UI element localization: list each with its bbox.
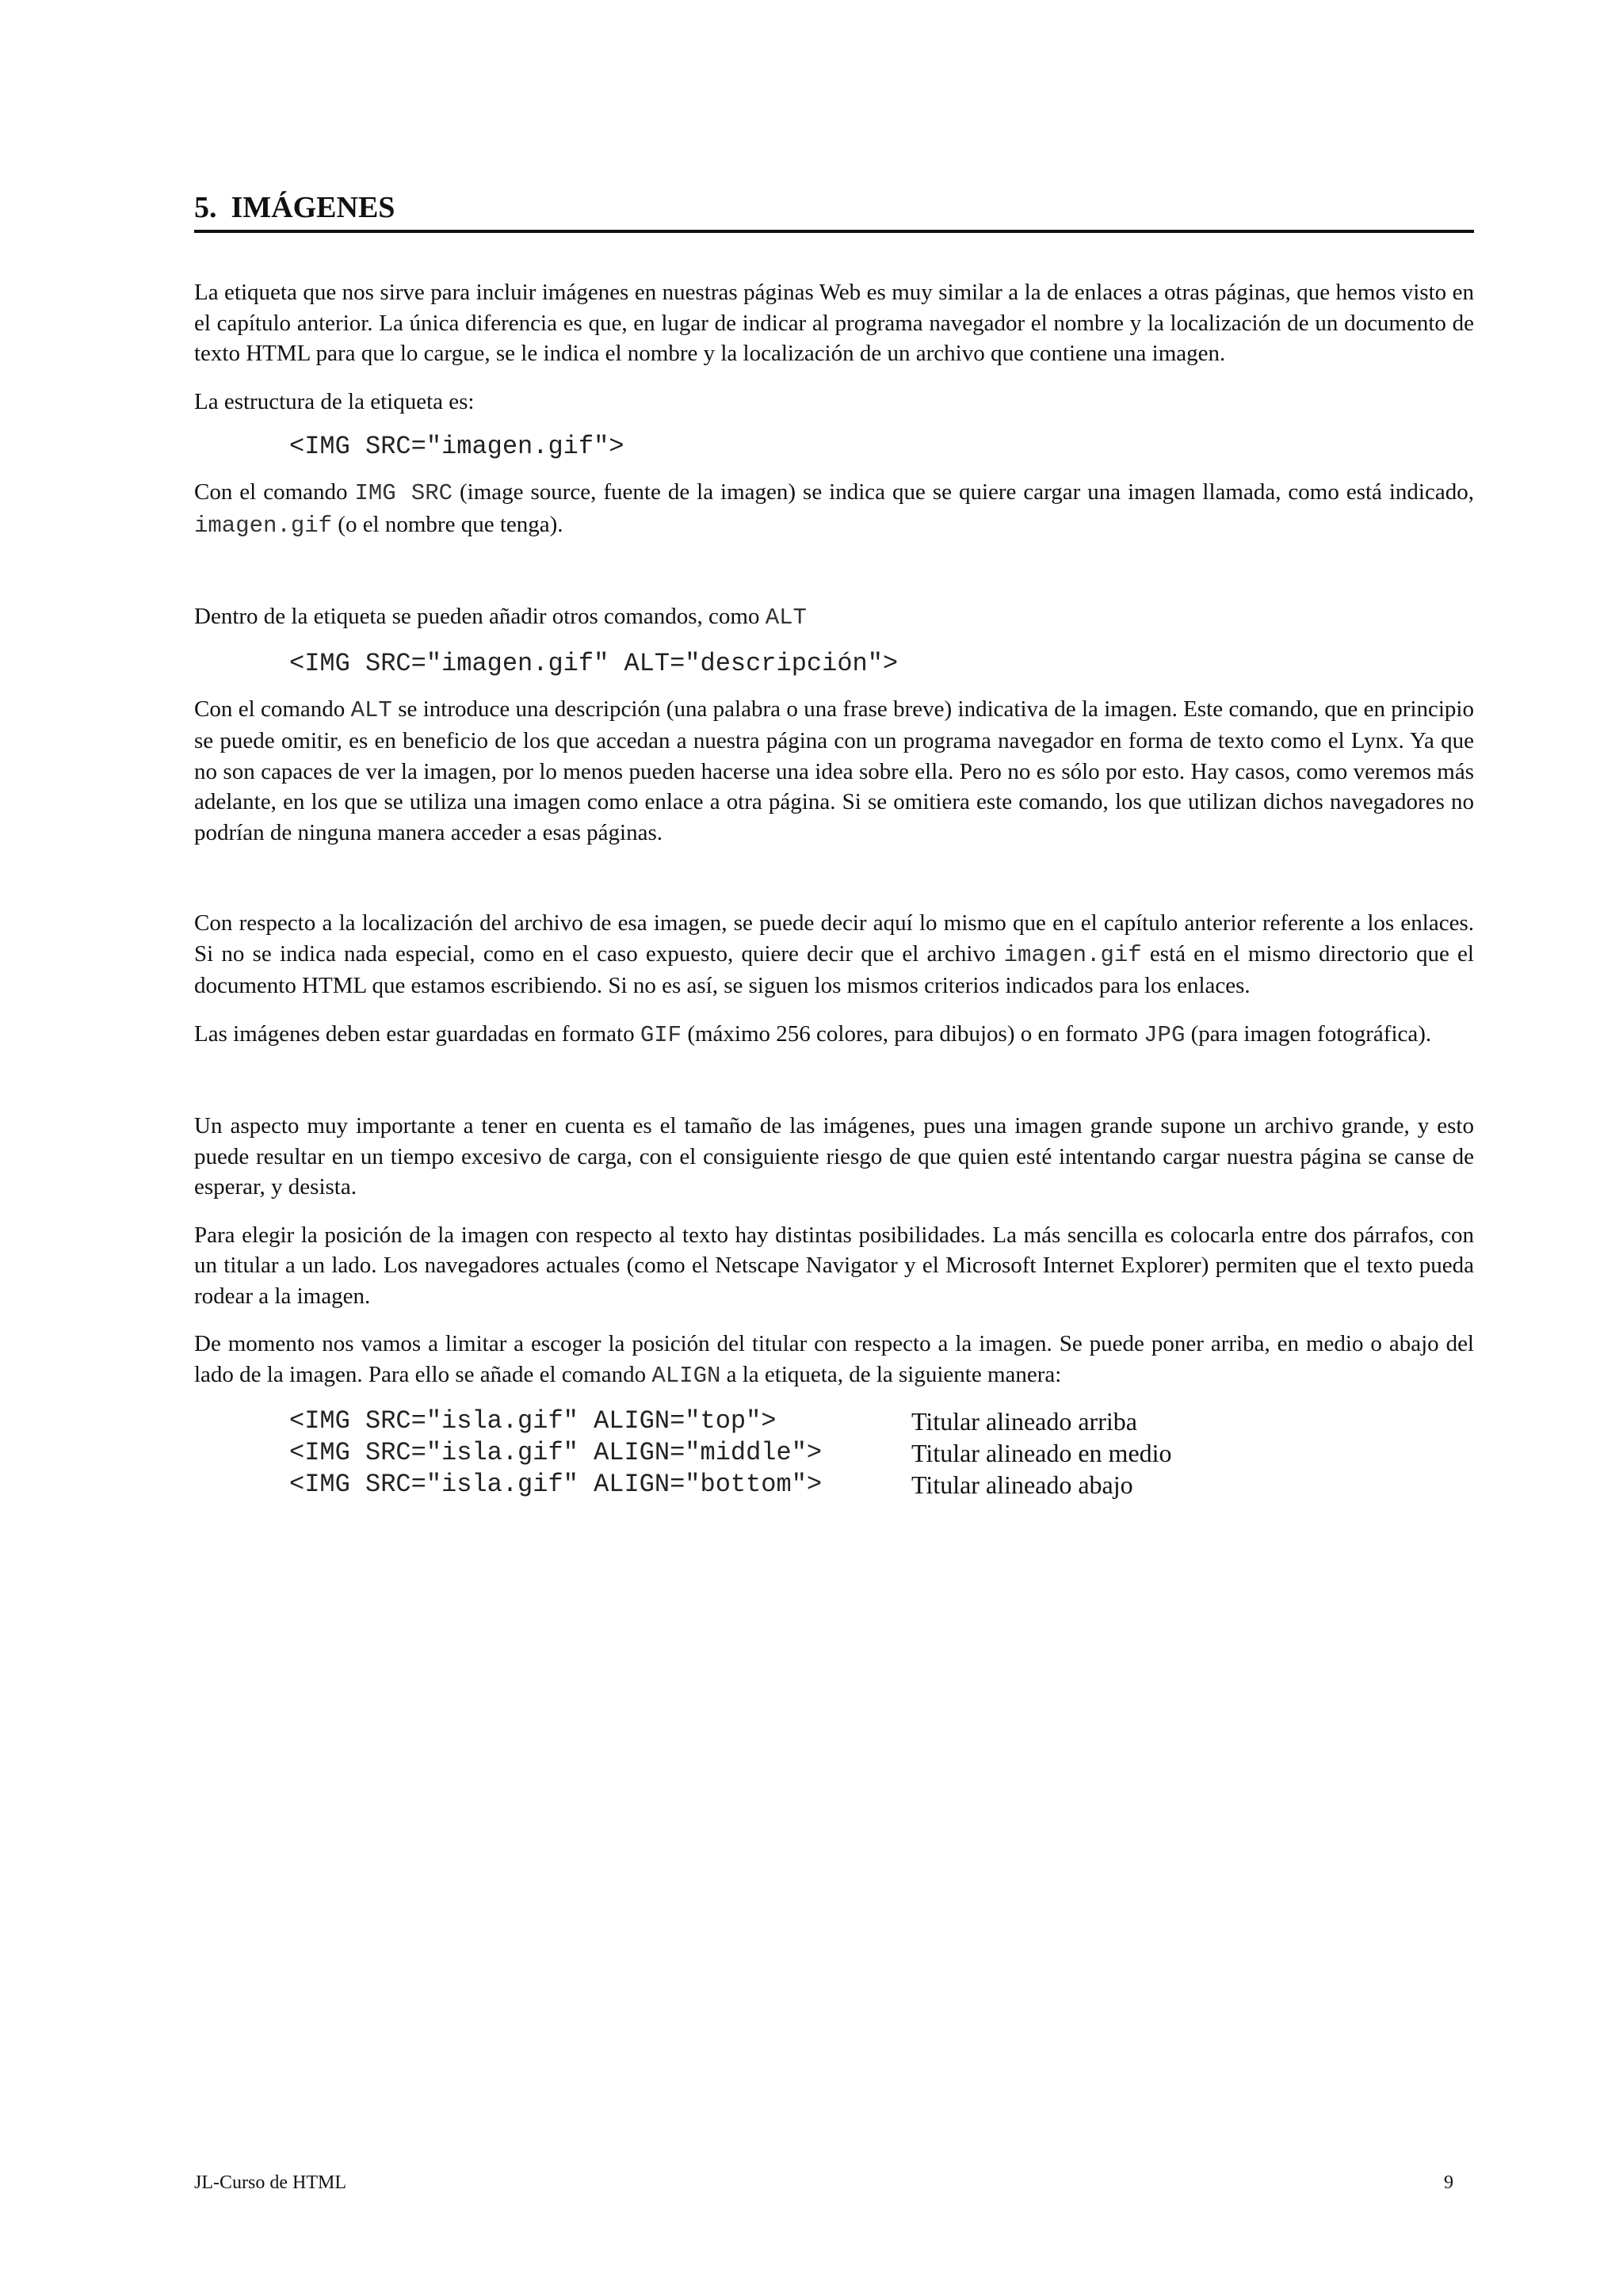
paragraph-formats: Las imágenes deben estar guardadas en formato GIF (máximo 256 colores, para dibujos) o en formato JPG (para imagen fotográfica). [194,1020,1432,1048]
align-example-desc: Titular alineado arriba [911,1407,1137,1436]
inline-code: imagen.gif [194,512,333,539]
align-example-code: <IMG SRC="isla.gif" ALIGN="middle"> [289,1438,823,1467]
align-example-desc: Titular alineado en medio [911,1439,1172,1467]
paragraph-alt-intro: Dentro de la etiqueta se pueden añadir otros comandos, como ALT [194,604,807,631]
paragraph-location: Con respecto a la localización del archivo de esa imagen, se puede decir aquí lo mismo que en el capítulo anterior referente a los enlaces. Si no se indica nada especial, como en el caso expuesto, quiere decir que el archivo imagen.gif está en el mismo directorio que el documento HTML que estamos escribiendo. Si no es así, se siguen los mismos criterios indicados para los enlaces. [194,910,1474,998]
align-example-code: <IMG SRC="isla.gif" ALIGN="bottom"> [289,1470,823,1499]
document-body [194,190,1474,1501]
paragraph-img-src: Con el comando IMG SRC (image source, fuente de la imagen) se indica que se quiere cargar una imagen llamada, como está indicado, imagen.gif (o el nombre que tenga). [194,479,1474,539]
inline-code: JPG [1144,1021,1186,1048]
align-example-row [289,1437,1474,1469]
section-heading [194,190,1474,233]
align-examples [289,1405,1474,1501]
section-title: IMÁGENES [231,191,395,224]
inline-code: ALIGN [651,1362,721,1389]
inline-code: ALT [765,605,807,631]
code-example-img: <IMG SRC="imagen.gif"> [289,432,624,461]
inline-code: GIF [640,1021,682,1048]
paragraph-size: Un aspecto muy importante a tener en cuenta es el tamaño de las imágenes, pues una imagen grande supone un archivo grande, y esto puede resultar en un tiempo excesivo de carga, con el consiguiente riesgo de que quien esté intentando cargar nuestra página se canse de esperar, y desista. [194,1113,1474,1199]
code-example-alt: <IMG SRC="imagen.gif" ALT="descripción"> [289,648,899,678]
section-number: 5. [194,191,217,224]
paragraph-alt: Con el comando ALT se introduce una descripción (una palabra o una frase breve) indicativa de la imagen. Este comando, que en principio se puede omitir, es en beneficio de los que accedan a nuestra página con un programa navegador en forma de texto como el Lynx. Ya que no son capaces de ver la imagen, por lo menos pueden hacerse una idea sobre ella. Pero no es sólo por esto. Hay casos, como veremos más adelante, en los que se utiliza una imagen como enlace a otra página. Si se omitiera este comando, los que utilizan dichos navegadores no podrían de ninguna manera acceder a esas páginas. [194,696,1474,845]
page-number: 9 [1444,2172,1453,2193]
paragraph-intro: La etiqueta que nos sirve para incluir imágenes en nuestras páginas Web es muy similar a la de enlaces a otras páginas, que hemos visto en el capítulo anterior. La única diferencia es que, en lugar de indicar al programa navegador el nombre y la localización de un documento de texto HTML para que lo cargue, se le indica el nombre y la localización de un archivo que contiene una imagen. [194,280,1474,366]
align-example-code: <IMG SRC="isla.gif" ALIGN="top"> [289,1406,777,1436]
inline-code: imagen.gif [1003,941,1142,968]
align-example-row [289,1405,1474,1437]
inline-code: ALT [350,696,392,723]
paragraph-position: Para elegir la posición de la imagen con respecto al texto hay distintas posibilidades. La más sencilla es colocarla entre dos párrafos, con un titular a un lado. Los navegadores actuales (como el Netscape Navigator y el Microsoft Internet Explorer) permiten que el texto pueda rodear a la imagen. [194,1222,1474,1309]
paragraph-structure: La estructura de la etiqueta es: [194,388,475,414]
align-example-desc: Titular alineado abajo [911,1470,1133,1499]
footer-title: JL-Curso de HTML [194,2172,346,2193]
align-example-row [289,1469,1474,1501]
inline-code: IMG SRC [354,480,453,506]
paragraph-align: De momento nos vamos a limitar a escoger la posición del titular con respecto a la imagen. Se puede poner arriba, en medio o abajo del lado de la imagen. Para ello se añade el comando ALIGN a la etiqueta, de la siguiente manera: [194,1331,1474,1389]
